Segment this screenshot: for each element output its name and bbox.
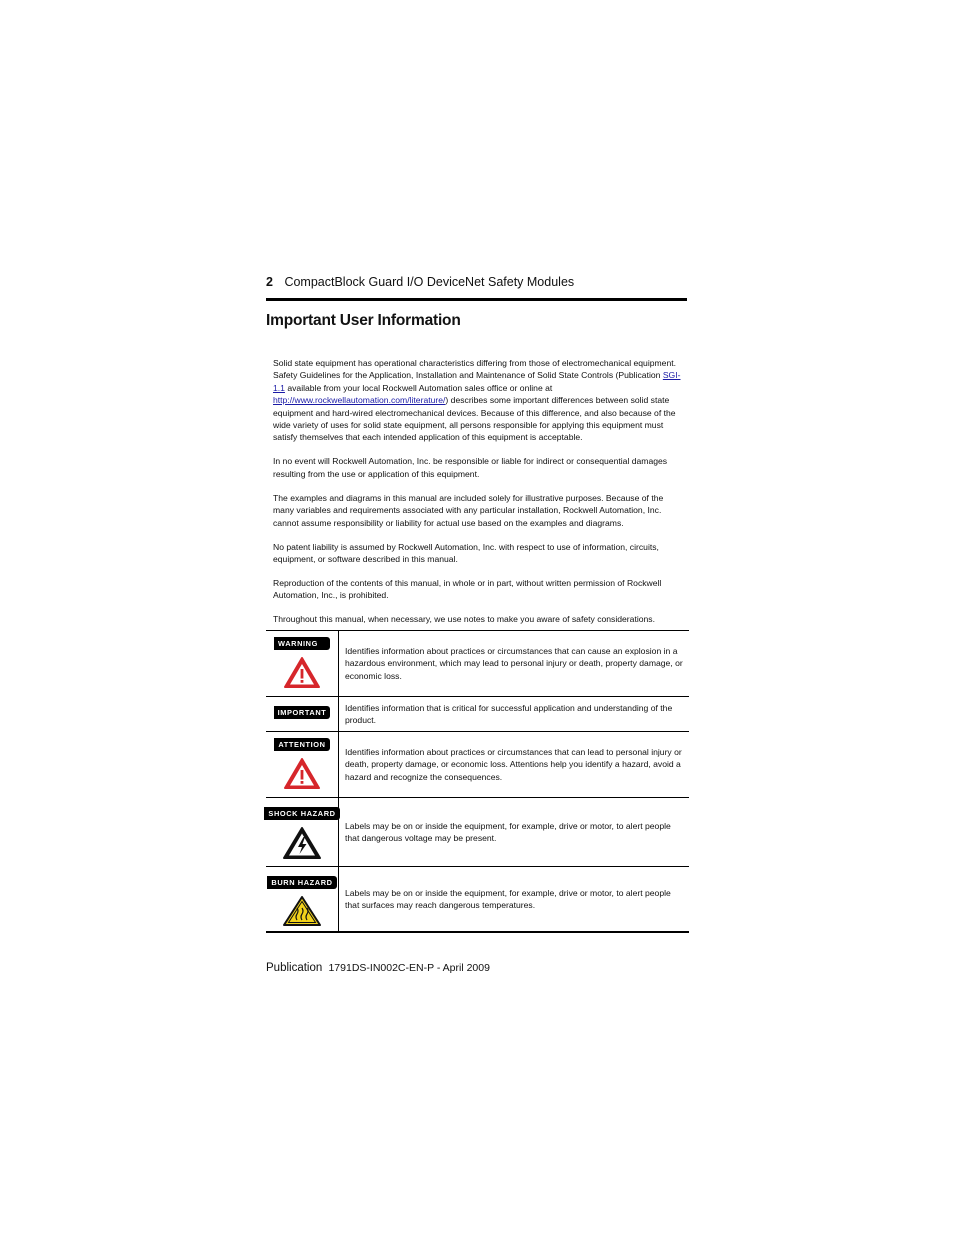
- paragraph-reproduction: Reproduction of the contents of this manual, in whole or in part, without written permission of Rockwell Automation, Inc., is prohibited.: [273, 578, 662, 601]
- warning-badge: WARNING: [274, 637, 330, 650]
- running-header: [266, 275, 687, 295]
- important-description: Identifies information that is critical for successful application and understanding of the product.: [345, 702, 673, 725]
- attention-badge: ATTENTION: [274, 738, 329, 751]
- note-row-warning: [266, 631, 689, 697]
- important-badge: IMPORTANT: [274, 706, 331, 719]
- warning-description: Identifies information about practices or circumstances that can cause an explosion in a hazardous environment, which may lead to personal injury or death, property damage, or economic loss.: [345, 645, 683, 681]
- page-footer: [266, 962, 490, 974]
- paragraph-text: Solid state equipment has operational characteristics differing from those of electromechanical equipment. Safety Guidelines for the Application, Installation and Maintenance of Solid State Controls (Publication: [273, 358, 677, 381]
- attention-description: Identifies information about practices or circumstances that can lead to personal injury or death, property damage, or economic loss. Attentions help you identify a hazard, avoid a hazard and recognize the consequences.: [345, 746, 682, 782]
- note-label-cell: [266, 798, 339, 866]
- paragraph-text: available from your local Rockwell Automation sales office or online at: [284, 382, 553, 393]
- safety-notes-table: [266, 630, 689, 933]
- paragraph-liability: In no event will Rockwell Automation, Inc. be responsible or liable for indirect or consequential damages resulting from the use or application of this equipment.: [273, 456, 668, 479]
- section-title: Important User Information: [266, 312, 461, 329]
- publication-label: Publication: [266, 962, 323, 974]
- paragraph-text: ) describes some important differences between solid state equipment and hard-wired electromechanical devices. Because of this difference, and also because of the wide variety of uses for solid state equipment, all persons responsible for applying this equipment must satisfy themselves that each intended application of this equipment is acceptable.: [273, 395, 676, 443]
- sgi-link[interactable]: SGI-1.1: [273, 370, 681, 393]
- warning-triangle-icon: [283, 656, 321, 689]
- note-row-attention: [266, 732, 689, 798]
- paragraph-solid-state: [273, 357, 685, 444]
- note-row-shock-hazard: [266, 798, 689, 867]
- note-row-burn-hazard: [266, 867, 689, 931]
- attention-triangle-icon: [283, 757, 321, 790]
- shock-hazard-description: Labels may be on or inside the equipment, for example, drive or motor, to alert people that dangerous voltage may be present.: [345, 820, 671, 843]
- note-label-cell: [266, 631, 339, 696]
- burn-hazard-icon: [282, 895, 322, 927]
- paragraph-patent: No patent liability is assumed by Rockwell Automation, Inc. with respect to use of information, circuits, equipment, or software described in this manual.: [273, 541, 659, 565]
- note-label-cell: [266, 697, 339, 731]
- burn-hazard-description: Labels may be on or inside the equipment, for example, drive or motor, to alert people that surfaces may reach dangerous temperatures.: [345, 887, 671, 910]
- literature-link[interactable]: http://www.rockwellautomation.com/literature/: [273, 395, 446, 406]
- paragraph-examples: The examples and diagrams in this manual are included solely for illustrative purposes. Because of the many variables and requirements associated with any particular installation, Rockwell Automation, Inc. cannot assume responsibility or liability for actual use based on the examples and diagrams.: [273, 492, 664, 528]
- note-row-important: [266, 697, 689, 732]
- page-number: 2: [266, 275, 273, 289]
- document-title: CompactBlock Guard I/O DeviceNet Safety Modules: [284, 275, 575, 289]
- shock-hazard-icon: [282, 826, 322, 860]
- shock-hazard-badge: SHOCK HAZARD: [264, 807, 339, 820]
- note-label-cell: [266, 867, 339, 931]
- note-label-cell: [266, 732, 339, 797]
- paragraph-notes-intro: Throughout this manual, when necessary, we use notes to make you aware of safety considerations.: [273, 614, 655, 625]
- burn-hazard-badge: BURN HAZARD: [267, 876, 336, 889]
- publication-code: 1791DS-IN002C-EN-P - April 2009: [328, 962, 490, 974]
- header-rule: [266, 298, 687, 301]
- body-text: [273, 357, 685, 637]
